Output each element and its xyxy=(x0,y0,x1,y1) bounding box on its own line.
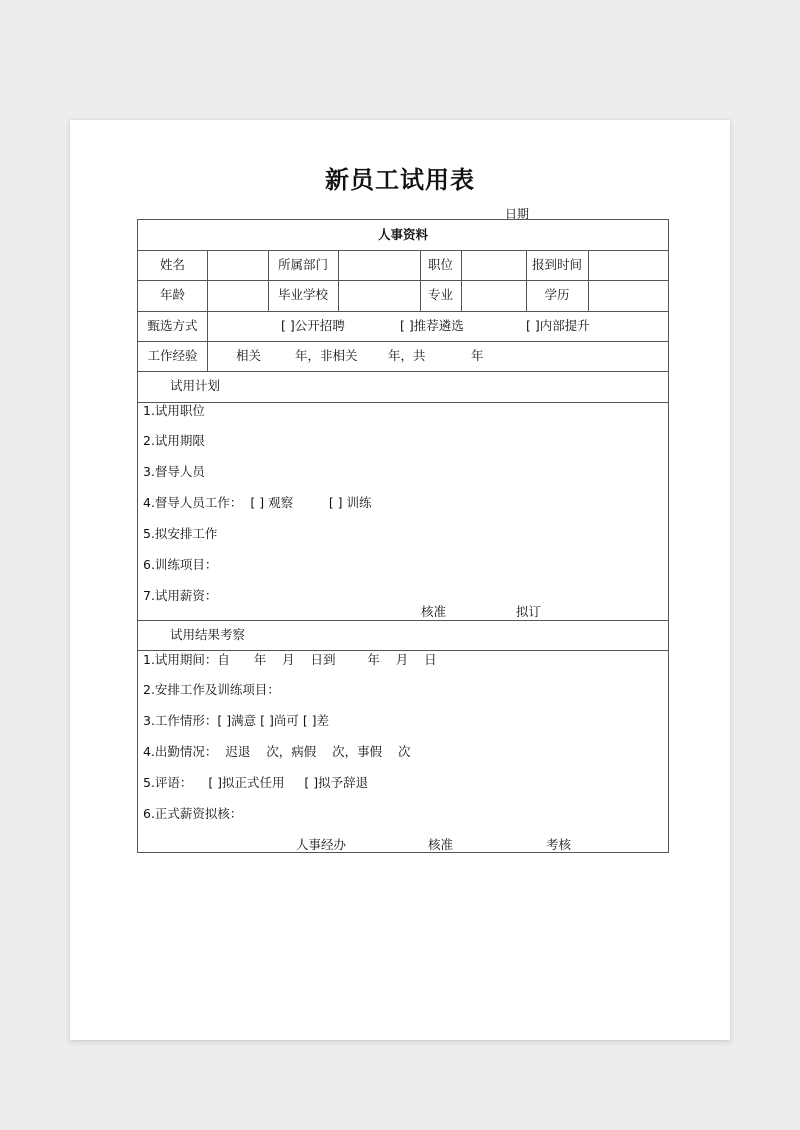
selection-option: [ ]内部提升 xyxy=(526,318,590,333)
selection-option: [ ]公开招聘 xyxy=(281,318,345,333)
col-divider xyxy=(207,311,208,371)
trial-plan-item: 6.训练项目： xyxy=(143,557,218,572)
col-divider xyxy=(338,250,339,311)
col-divider xyxy=(588,250,589,311)
hr-manager-label: 人事经办 xyxy=(296,837,347,852)
trial-plan-item: 4.督导人员工作： [ ] 观察 [ ] 训练 xyxy=(143,495,372,510)
age-label: 年龄 xyxy=(159,287,185,302)
trial-plan-item: 7.试用薪资： xyxy=(143,588,218,603)
row-divider xyxy=(138,311,668,312)
trial-result-item: 6.正式薪资拟核： xyxy=(143,806,243,821)
name-label: 姓名 xyxy=(159,257,185,272)
experience-label: 工作经验 xyxy=(147,348,198,363)
selection-label: 甄选方式 xyxy=(147,318,198,333)
education-label: 学历 xyxy=(544,287,570,302)
row-divider xyxy=(138,650,668,651)
trial-result-header: 试用结果考察 xyxy=(170,627,246,642)
col-divider xyxy=(207,250,208,311)
trial-plan-header: 试用计划 xyxy=(170,378,221,393)
trial-form-table xyxy=(137,219,669,853)
dept-label: 所属部门 xyxy=(277,257,328,272)
trial-plan-approve: 核准 xyxy=(421,604,447,619)
row-divider xyxy=(138,371,668,372)
personnel-header: 人事资料 xyxy=(377,227,428,242)
row-divider xyxy=(138,341,668,342)
trial-plan-item: 3.督导人员 xyxy=(143,464,205,479)
review-label: 考核 xyxy=(546,837,572,852)
trial-plan-item: 2.试用期限 xyxy=(143,433,205,448)
trial-result-item: 1.试用期间：自 年 月 日到 年 月 日 xyxy=(143,652,437,667)
result-approve-label: 核准 xyxy=(428,837,454,852)
trial-result-item: 4.出勤情况： 迟退 次，病假 次，事假 次 xyxy=(143,744,411,759)
row-divider xyxy=(138,402,668,403)
form-title: 新员工试用表 xyxy=(325,165,475,194)
col-divider xyxy=(461,250,462,311)
position-label: 职位 xyxy=(427,257,453,272)
trial-result-item: 5.评语： [ ]拟正式任用 [ ]拟予辞退 xyxy=(143,775,369,790)
experience-year: 年 xyxy=(471,348,484,363)
major-label: 专业 xyxy=(427,287,453,302)
row-divider xyxy=(138,620,668,621)
trial-plan-item: 1.试用职位 xyxy=(143,403,205,418)
experience-total: 年，共 xyxy=(388,348,426,363)
selection-option: [ ]推荐遴选 xyxy=(400,318,464,333)
experience-unrelated: 年，非相关 xyxy=(295,348,358,363)
trial-plan-item: 5.拟安排工作 xyxy=(143,526,218,541)
date-label: 日期 xyxy=(505,207,530,221)
trial-plan-draft: 拟订 xyxy=(516,604,542,619)
trial-result-item: 3.工作情形：[ ]满意 [ ]尚可 [ ]差 xyxy=(143,713,330,728)
school-label: 毕业学校 xyxy=(277,287,328,302)
report-time-label: 报到时间 xyxy=(531,257,582,272)
experience-related: 相关 xyxy=(236,348,262,363)
trial-result-item: 2.安排工作及训练项目： xyxy=(143,682,280,697)
